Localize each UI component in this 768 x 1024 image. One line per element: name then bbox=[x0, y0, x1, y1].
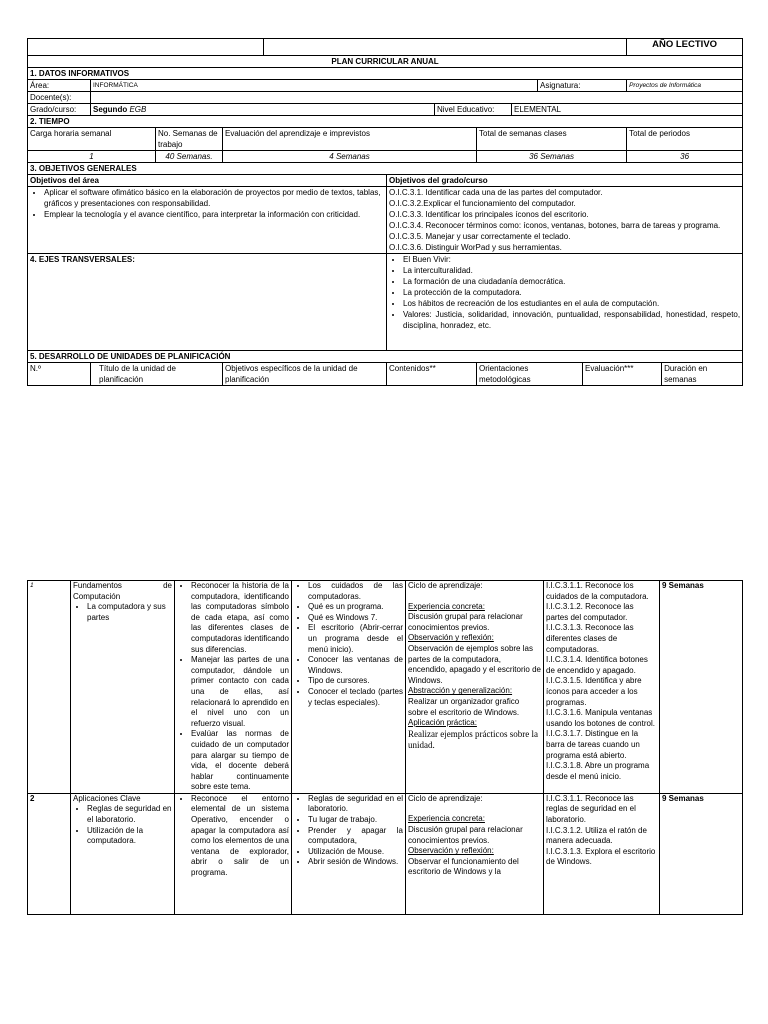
list-item: • Reglas de seguridad en el laboratorio. bbox=[308, 794, 403, 815]
desarrollo-header: N.º bbox=[28, 363, 91, 386]
section-datos: 1. DATOS INFORMATIVOS bbox=[28, 68, 743, 80]
list-item: I.I.C.3.1.3. Reconoce las diferentes clases de computadoras. bbox=[546, 623, 634, 654]
list-item: I.I.C.3.1.7. Distingue en la barra de tareas cuando un programa está abierto. bbox=[546, 729, 640, 760]
section-objetivos: 3. OBJETIVOS GENERALES bbox=[28, 163, 743, 175]
list-item: • Conocer el teclado (partes y teclas especiales). bbox=[308, 687, 403, 708]
list-item: • El Buen Vivir: bbox=[403, 254, 740, 265]
list-item: O.I.C.3.1. Identificar cada una de las partes del computador. bbox=[389, 188, 603, 197]
ejes-list-cell bbox=[387, 254, 743, 351]
desarrollo-header: Título de la unidad de planificación bbox=[91, 363, 223, 386]
unit-evaluacion-cell bbox=[544, 581, 660, 794]
unit-duracion: 9 Semanas bbox=[660, 581, 743, 794]
list-item: I.I.C.3.1.8. Abre un programa desde el menú inicio. bbox=[546, 761, 650, 781]
plan-header-table bbox=[27, 38, 743, 386]
desarrollo-header: Evaluación*** bbox=[583, 363, 662, 386]
desarrollo-header-row bbox=[28, 363, 743, 386]
tiempo-header-row bbox=[28, 128, 743, 151]
area-row bbox=[28, 80, 743, 92]
list-item: • Tu lugar de trabajo. bbox=[308, 815, 403, 826]
objetivos-area-list-cell bbox=[28, 187, 387, 254]
tiempo-header: Carga horaria semanal bbox=[28, 128, 156, 151]
met-heading: Observación y reflexión: bbox=[408, 846, 494, 856]
list-item: I.I.C.3.1.4. Identifica botones de encendido y apagado. bbox=[546, 655, 648, 675]
list-item: I.I.C.3.1.6. Manipula ventanas usando los botones de control. bbox=[546, 708, 655, 728]
met-text: Realizar un organizador grafico sobre el escritorio de Windows. bbox=[408, 696, 520, 717]
title-row bbox=[28, 39, 743, 56]
unit-title: Aplicaciones Clave bbox=[73, 793, 141, 803]
list-item: • La computadora y sus partes bbox=[87, 602, 172, 623]
unit-number: 1 bbox=[28, 581, 71, 794]
unit-contenidos-cell bbox=[292, 581, 406, 794]
ejes-row bbox=[28, 254, 743, 351]
grado-row bbox=[28, 104, 743, 116]
list-item: • Aplicar el software ofimático básico en la elaboración de proyectos por medio de textos, tablas, gráficos y presentaciones con responsabilidad. bbox=[44, 187, 384, 209]
unit-title-cell bbox=[71, 793, 175, 914]
list-item: O.I.C.3.6. Distinguir WorPad y sus herramientas. bbox=[389, 243, 562, 252]
met-heading: Experiencia concreta: bbox=[408, 814, 485, 824]
list-item: • Manejar las partes de una computador, dándole un primer contacto con cada una de ellas, así relacionará lo aprendido en el nivel uno con un refuerzo visual. bbox=[191, 655, 289, 729]
met-heading: Experiencia concreta: bbox=[408, 601, 485, 611]
tiempo-header: Total de semanas clases bbox=[477, 128, 627, 151]
list-item: • Abrir sesión de Windows. bbox=[308, 857, 403, 868]
list-item: • Emplear la tecnología y el avance científico, para interpretar la información con criticidad. bbox=[44, 209, 384, 220]
met-text: Observación de ejemplos sobre las partes de la computadora, encendido, apagado y el escritorio de Windows. bbox=[408, 643, 541, 685]
docentes-label: Docente(s): bbox=[28, 92, 91, 104]
objetivos-area-list bbox=[30, 187, 384, 220]
tiempo-header: Total de periodos bbox=[627, 128, 743, 151]
list-item: I.I.C.3.1.5. Identifica y abre íconos para acceder a los programas. bbox=[546, 676, 642, 707]
list-item: • Los hábitos de recreación de los estudiantes en el aula de computación. bbox=[403, 298, 740, 309]
objetivos-grado-list-cell bbox=[387, 187, 743, 254]
list-item: • Conocer las ventanas de Windows. bbox=[308, 655, 403, 676]
table-row bbox=[28, 793, 743, 914]
tiempo-value: 4 Semanas bbox=[223, 151, 477, 163]
nivel-label: Nivel Educativo: bbox=[435, 104, 512, 116]
tiempo-header: Evaluación del aprendizaje e imprevistos bbox=[223, 128, 477, 151]
tiempo-value: 1 bbox=[28, 151, 156, 163]
list-item: • Reconocer la historia de la computadora, identificando las computadoras símbolo de cada etapa, así como las diferentes clases de computadoras identificando sus diferencias. bbox=[191, 581, 289, 655]
area-value: INFORMÁTICA bbox=[91, 80, 538, 92]
desarrollo-header: Duración en semanas bbox=[662, 363, 743, 386]
met-text: Realizar ejemplos prácticos sobre la unidad. bbox=[408, 728, 538, 750]
objetivos-area-header: Objetivos del área bbox=[28, 175, 387, 187]
tiempo-header: No. Semanas de trabajo bbox=[156, 128, 223, 151]
units-table bbox=[27, 580, 743, 915]
list-item: I.I.C.3.1.2. Utiliza el ratón de manera adecuada. bbox=[546, 825, 647, 846]
list-item: O.I.C.3.4. Reconocer términos como: íconos, ventanas, botones, barra de tareas y programa. bbox=[389, 221, 721, 230]
desarrollo-header: Objetivos específicos de la unidad de planificación bbox=[223, 363, 387, 386]
met-text: Discusión grupal para relacionar conocimientos previos. bbox=[408, 612, 523, 632]
unit-evaluacion-cell bbox=[544, 793, 660, 914]
list-item: • La protección de la computadora. bbox=[403, 287, 740, 298]
list-item: • Reglas de seguridad en el laboratorio. bbox=[87, 804, 172, 825]
unit-objetivos-cell bbox=[175, 793, 292, 914]
list-item: • La formación de una ciudadanía democrática. bbox=[403, 276, 740, 287]
ciclo-label: Ciclo de aprendizaje: bbox=[408, 581, 483, 590]
tiempo-value: 40 Semanas. bbox=[156, 151, 223, 163]
area-label: Área: bbox=[28, 80, 91, 92]
unit-title-cell bbox=[71, 581, 175, 794]
tiempo-values-row bbox=[28, 151, 743, 163]
list-item: • Prender y apagar la computadora, bbox=[308, 826, 403, 847]
list-item: O.I.C.3.2.Explicar el funcionamiento del computador. bbox=[389, 199, 576, 208]
unit-number: 2 bbox=[28, 793, 71, 914]
list-item: • El escritorio (Abrir-cerrar un programa desde el menú inicio). bbox=[308, 623, 403, 655]
list-item: • Utilización de la computadora. bbox=[87, 826, 172, 847]
tiempo-value: 36 Semanas bbox=[477, 151, 627, 163]
list-item: • Los cuidados de las computadoras. bbox=[308, 581, 403, 602]
asignatura-value: Proyectos de Informática bbox=[627, 80, 743, 92]
section-desarrollo: 5. DESARROLLO DE UNIDADES DE PLANIFICACIÓN bbox=[28, 351, 743, 363]
objetivos-grado-header: Objetivos del grado/curso bbox=[387, 175, 743, 187]
list-item: • La interculturalidad. bbox=[403, 265, 740, 276]
unit-objetivos-cell bbox=[175, 581, 292, 794]
list-item: I.I.C.3.1.1. Reconoce las reglas de seguridad en el laboratorio. bbox=[546, 793, 636, 825]
list-item: • Evalúar las normas de cuidado de un computador para alargar su tiempo de vida, el docente deberá hablar continuamente sobre este tema. bbox=[191, 729, 289, 793]
met-heading: Aplicación práctica: bbox=[408, 718, 477, 728]
list-item: • Qué es un programa. bbox=[308, 602, 403, 613]
asignatura-label: Asignatura: bbox=[538, 80, 627, 92]
list-item: • Tipo de cursores. bbox=[308, 676, 403, 687]
table-row bbox=[28, 581, 743, 794]
list-item: O.I.C.3.5. Manejar y usar correctamente el teclado. bbox=[389, 232, 571, 241]
section-ejes: 4. EJES TRANSVERSALES: bbox=[28, 254, 387, 351]
objetivos-content-row bbox=[28, 187, 743, 254]
unit-contenidos-cell bbox=[292, 793, 406, 914]
list-item: I.I.C.3.1.2. Reconoce las partes del computador. bbox=[546, 602, 634, 622]
ano-lectivo-label: AÑO LECTIVO bbox=[627, 39, 743, 56]
tiempo-value: 36 bbox=[627, 151, 743, 163]
list-item: • Qué es Windows 7. bbox=[308, 613, 403, 624]
list-item: • Utilización de Mouse. bbox=[308, 847, 403, 858]
desarrollo-header: Orientaciones metodológicas bbox=[477, 363, 583, 386]
section-tiempo: 2. TIEMPO bbox=[28, 116, 743, 128]
desarrollo-header: Contenidos** bbox=[387, 363, 477, 386]
met-heading: Abstracción y generalización: bbox=[408, 686, 513, 696]
grado-value: Segundo EGB bbox=[91, 104, 435, 116]
nivel-value: ELEMENTAL bbox=[512, 104, 743, 116]
unit-title: Fundamentos de Computación bbox=[73, 581, 172, 601]
met-text: Discusión grupal para relacionar conocimientos previos. bbox=[408, 825, 523, 845]
list-item: • Reconoce el entorno elemental de un sistema Operativo, encender o apagar la computadora así como los elementos de una ventana de explorador, abrir o salir de un programa. bbox=[191, 794, 289, 879]
unit-metodologia-cell bbox=[406, 793, 544, 914]
met-heading: Observación y reflexión: bbox=[408, 633, 494, 643]
list-item: I.I.C.3.1.3. Explora el escritorio de Windows. bbox=[546, 846, 656, 867]
list-item: O.I.C.3.3. Identificar los principales íconos del escritorio. bbox=[389, 210, 589, 219]
ciclo-label: Ciclo de aprendizaje: bbox=[408, 793, 483, 803]
met-text: Observar el funcionamiento del escritorio de Windows y la bbox=[408, 856, 519, 877]
unit-metodologia-cell bbox=[406, 581, 544, 794]
list-item: • Valores: Justicia, solidaridad, innovación, puntualidad, responsabilidad, honestidad, respeto, disciplina, honradez, etc. bbox=[403, 309, 740, 331]
list-item: I.I.C.3.1.1. Reconoce los cuidados de la computadora. bbox=[546, 581, 649, 601]
grado-label: Grado/curso: bbox=[28, 104, 91, 116]
plan-title: PLAN CURRICULAR ANUAL bbox=[28, 56, 743, 68]
unit-duracion: 9 Semanas bbox=[660, 793, 743, 914]
ejes-list bbox=[389, 254, 740, 331]
